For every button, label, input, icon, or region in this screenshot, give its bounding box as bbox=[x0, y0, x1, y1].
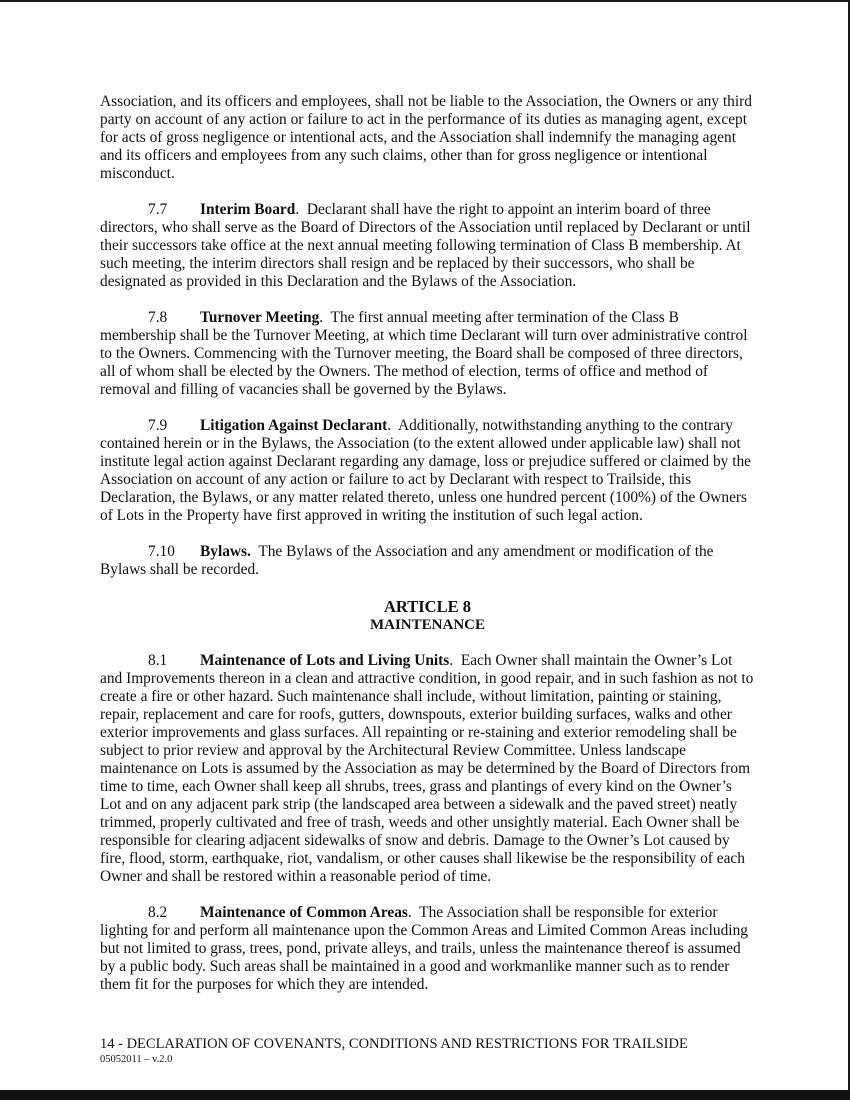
section-7-7: 7.7 Interim Board. Declarant shall have the right to appoint an interim board of three directors, who shall serve as the Board of Directors of the Association until replaced by Declarant or until their successors take office at the next annual meeting following termination of Class B membership. At such meeting, the interim directors shall resign and be replaced by their successors, who shall be designated as provided in this Declaration and the Bylaws of the Association. bbox=[100, 201, 751, 290]
paragraph-text: Association, and its officers and employees, shall not be liable to the Association, the Owners or any third party on account of any action or failure to act in the performance of its duties as managing agent, except for acts of gross negligence or intentional acts, and the Association shall indemnify the managing agent and its officers and employees from any such claims, other than for gross negligence or intentional misconduct. bbox=[100, 93, 752, 182]
section-7-10 bbox=[100, 543, 755, 579]
section-number: 7.8 bbox=[148, 309, 168, 326]
scan-edge-bottom bbox=[0, 1090, 850, 1100]
section-number: 7.9 bbox=[148, 417, 168, 434]
paragraph-continuation bbox=[100, 93, 755, 183]
section-title: Interim Board bbox=[200, 201, 296, 218]
document-page bbox=[100, 93, 755, 1012]
section-body: The Bylaws of the Association and any amendment or modification of the Bylaws shall be recorded. bbox=[100, 543, 714, 578]
section-8-1: 8.1 Maintenance of Lots and Living Units. Each Owner shall maintain the Owner’s Lot and Improvements thereon in a clean and attractive condition, in good repair, and in such fashion as not to create a fire or other hazard. Such maintenance shall include, without limitation, painting or staining, repair, replacement and care for roofs, gutters, downspouts, exterior building surfaces, walks and other exterior improvements and glass surfaces. All repainting or re-staining and exterior remodeling shall be subject to prior review and approval by the Architectural Review Committee. Unless landscape maintenance on Lots is assumed by the Association as may be determined by the Board of Directors from time to time, each Owner shall keep all shrubs, trees, grass and plantings of every kind on the Owner’s Lot and on any adjacent park strip (the landscaped area between a sidewalk and the paved street) neatly trimmed, properly cultivated and free of trash, weeds and other unsightly material. Each Owner shall be responsible for clearing adjacent sidewalks of snow and debris. Damage to the Owner’s Lot caused by fire, flood, storm, earthquake, riot, vandalism, or other causes shall likewise be the responsibility of each Owner and shall be restored within a reasonable period of time. bbox=[100, 652, 754, 885]
section-7-8: 7.8 Turnover Meeting. The first annual meeting after termination of the Class B membership shall be the Turnover Meeting, at which time Declarant will turn over administrative control to the Owners. Commencing with the Turnover meeting, the Board shall be composed of three directors, all of whom shall be elected by the Owners. The method of election, terms of office and method of removal and filling of vacancies shall be governed by the Bylaws. bbox=[100, 309, 748, 398]
section-title: Turnover Meeting bbox=[200, 309, 320, 326]
section-number: 7.7 bbox=[148, 201, 168, 218]
page-footer bbox=[100, 1036, 688, 1066]
article-number: ARTICLE 8 bbox=[384, 597, 471, 616]
section-number: 8.2 bbox=[148, 904, 168, 921]
section-title: Litigation Against Declarant bbox=[200, 417, 388, 434]
section-body: Additionally, notwithstanding anything to the contrary contained herein or in the Bylaws, the Association (to the extent allowed under applicable law) shall not institute legal action against Declarant regarding any damage, loss or prejudice suffered or claimed by the Association on account of any action or failure to act by Declarant with respect to Trailside, this Declaration, the Bylaws, or any matter related thereto, unless one hundred percent (100%) of the Owners of Lots in the Property have first approved in writing the institution of such legal action. bbox=[100, 417, 752, 524]
section-7-9: 7.9 Litigation Against Declarant. Additionally, notwithstanding anything to the contrary contained herein or in the Bylaws, the Association (to the extent allowed under applicable law) shall not institute legal action against Declarant regarding any damage, loss or prejudice suffered or claimed by the Association on account of any action or failure to act by Declarant with respect to Trailside, this Declaration, the Bylaws, or any matter related thereto, unless one hundred percent (100%) of the Owners of Lots in the Property have first approved in writing the institution of such legal action. bbox=[100, 417, 752, 524]
scan-edge-top bbox=[0, 0, 850, 2]
section-8-2: 8.2 Maintenance of Common Areas. The Association shall be responsible for exterior lighting for and perform all maintenance upon the Common Areas and Limited Common Areas including but not limited to grass, trees, pond, private alleys, and trails, unless the maintenance thereof is assumed by a public body. Such areas shall be maintained in a good and workmanlike manner such as to render them fit for the purposes for which they are intended. bbox=[100, 904, 748, 993]
section-number: 7.10 bbox=[148, 543, 175, 560]
article-heading bbox=[100, 597, 755, 634]
article-title: MAINTENANCE bbox=[369, 617, 485, 633]
footer-title: 14 - DECLARATION OF COVENANTS, CONDITIONS AND RESTRICTIONS FOR TRAILSIDE bbox=[100, 1036, 688, 1052]
section-number: 8.1 bbox=[148, 652, 168, 669]
footer-version: 05052011 – v.2.0 bbox=[100, 1054, 173, 1065]
section-body: The Association shall be responsible for exterior lighting for and perform all maintenance upon the Common Areas and Limited Common Areas including but not limited to grass, trees, pond, private alleys, and trails, unless the maintenance thereof is assumed by a public body. Such areas shall be maintained in a good and workmanlike manner such as to render them fit for the purposes for which they are intended. bbox=[100, 904, 748, 993]
section-title: Maintenance of Common Areas bbox=[200, 904, 408, 921]
section-body: The first annual meeting after termination of the Class B membership shall be the Turnover Meeting, at which time Declarant will turn over administrative control to the Owners. Commencing with the Turnover meeting, the Board shall be composed of three directors, all of whom shall be elected by the Owners. The method of election, terms of office and method of removal and filling of vacancies shall be governed by the Bylaws. bbox=[100, 309, 748, 398]
section-title: Bylaws. bbox=[200, 543, 251, 560]
section-title: Maintenance of Lots and Living Units bbox=[200, 652, 450, 669]
section-body: Declarant shall have the right to appoint an interim board of three directors, who shall serve as the Board of Directors of the Association until replaced by Declarant or until their successors take office at the next annual meeting following termination of Class B membership. At such meeting, the interim directors shall resign and be replaced by their successors, who shall be designated as provided in this Declaration and the Bylaws of the Association. bbox=[100, 201, 751, 290]
section-body: Each Owner shall maintain the Owner’s Lot and Improvements thereon in a clean and attractive condition, in good repair, and in such fashion as not to create a fire or other hazard. Such maintenance shall include, without limitation, painting or staining, repair, replacement and care for roofs, gutters, downspouts, exterior building surfaces, walks and other exterior improvements and glass surfaces. All repainting or re-staining and exterior remodeling shall be subject to prior review and approval by the Architectural Review Committee. Unless landscape maintenance on Lots is assumed by the Association as may be determined by the Board of Directors from time to time, each Owner shall keep all shrubs, trees, grass and plantings of every kind on the Owner’s Lot and on any adjacent park strip (the landscaped area between a sidewalk and the paved street) neatly trimmed, properly cultivated and free of trash, weeds and other unsightly material. Each Owner shall be responsible for clearing adjacent sidewalks of snow and debris. Damage to the Owner’s Lot caused by fire, flood, storm, earthquake, riot, vandalism, or other causes shall likewise be the responsibility of each Owner and shall be restored within a reasonable period of time. bbox=[100, 652, 754, 885]
